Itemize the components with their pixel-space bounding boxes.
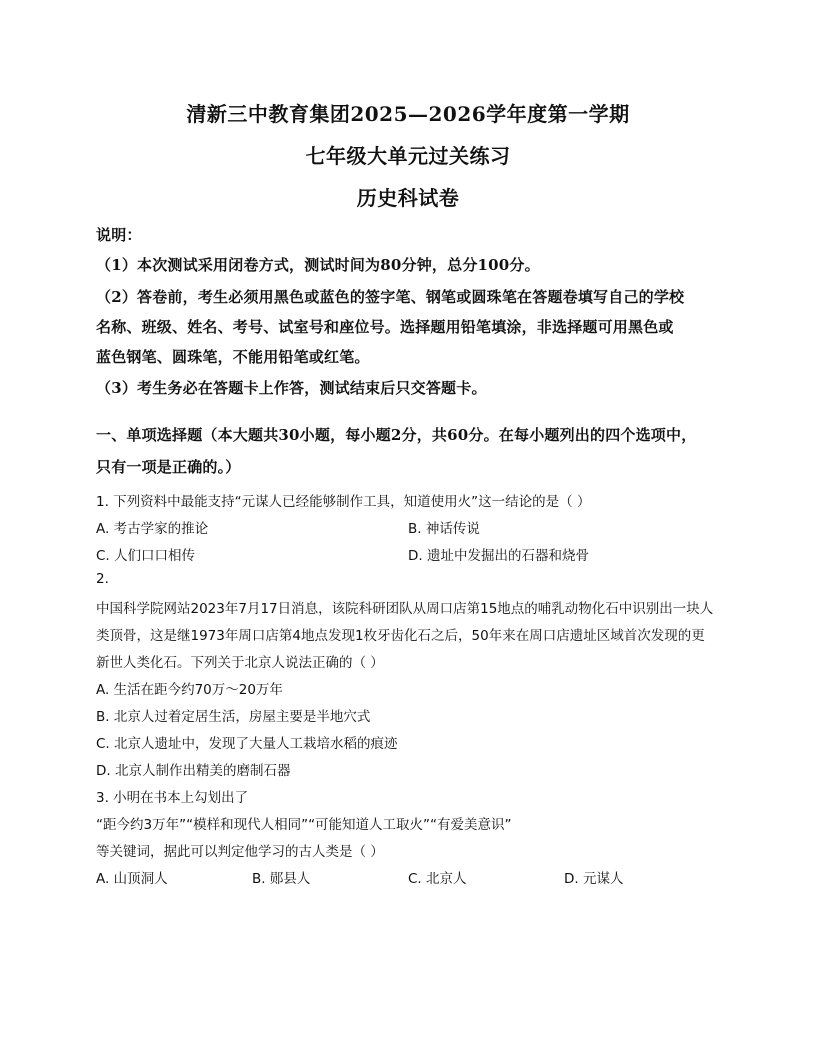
question-1-option-b: B. 神话传说 <box>408 521 480 537</box>
instruction-item-3: （3）考生务必在答题卡上作答，测试结束后只交答题卡。 <box>96 379 487 397</box>
question-1-option-d: D. 遗址中发掘出的石器和烧骨 <box>408 548 589 564</box>
section-heading-line-1: 一、单项选择题（本大题共30小题，每小题2分，共60分。在每小题列出的四个选项中， <box>96 426 697 444</box>
question-2-option-d: D. 北京人制作出精美的磨制石器 <box>96 763 291 779</box>
instruction-item-2-line-3: 蓝色钢笔、圆珠笔，不能用铅笔或红笔。 <box>96 348 370 366</box>
question-2-stem-line-3: 新世人类化石。下列关于北京人说法正确的（ ） <box>96 655 384 671</box>
instructions-label: 说明： <box>96 226 142 244</box>
question-1-option-c: C. 人们口口相传 <box>96 548 196 564</box>
question-3-stem-line-1: 3. 小明在书本上勾划出了 <box>96 790 249 806</box>
exam-header-subject: 历史科试卷 <box>356 186 460 210</box>
section-heading-line-2: 只有一项是正确的。） <box>96 458 241 476</box>
question-3-stem-line-3: 等关键词，据此可以判定他学习的古人类是（ ） <box>96 844 384 860</box>
question-2-option-b: B. 北京人过着定居生活，房屋主要是半地穴式 <box>96 709 371 725</box>
question-3-option-d: D. 元谋人 <box>564 871 624 887</box>
instruction-item-1: （1）本次测试采用闭卷方式，测试时间为80分钟，总分100分。 <box>96 256 540 274</box>
instruction-item-2-line-1: （2）答卷前，考生必须用黑色或蓝色的签字笔、钢笔或圆珠笔在答题卷填写自己的学校 <box>96 288 685 306</box>
question-3-option-c: C. 北京人 <box>408 871 467 887</box>
question-2-stem-line-1: 中国科学院网站2023年7月17日消息，该院科研团队从周口店第15地点的哺乳动物化石中识别出一块人 <box>96 601 714 617</box>
question-3-stem-line-2: “距今约3万年”“模样和现代人相同”“可能知道人工取火”“有爱美意识” <box>96 817 512 833</box>
exam-header-grade: 七年级大单元过关练习 <box>305 144 511 168</box>
question-2-option-c: C. 北京人遗址中，发现了大量人工栽培水稻的痕迹 <box>96 736 398 752</box>
question-2-stem-line-2: 类顶骨，这是继1973年周口店第4地点发现1枚牙齿化石之后，50年来在周口店遗址区域首次发现的更 <box>96 628 705 644</box>
question-1-option-a: A. 考古学家的推论 <box>96 521 209 537</box>
exam-header-school: 清新三中教育集团2025—2026学年度第一学期 <box>186 102 630 126</box>
question-3-option-b: B. 郧县人 <box>252 871 311 887</box>
question-1-stem: 1. 下列资料中最能支持“元谋人已经能够制作工具，知道使用火”这一结论的是（ ） <box>96 494 591 510</box>
question-2-number: 2. <box>96 571 109 587</box>
question-3-option-a: A. 山顶洞人 <box>96 871 168 887</box>
question-2-option-a: A. 生活在距今约70万～20万年 <box>96 682 283 698</box>
instruction-item-2-line-2: 名称、班级、姓名、考号、试室号和座位号。选择题用铅笔填涂，非选择题可用黑色或 <box>96 318 674 336</box>
